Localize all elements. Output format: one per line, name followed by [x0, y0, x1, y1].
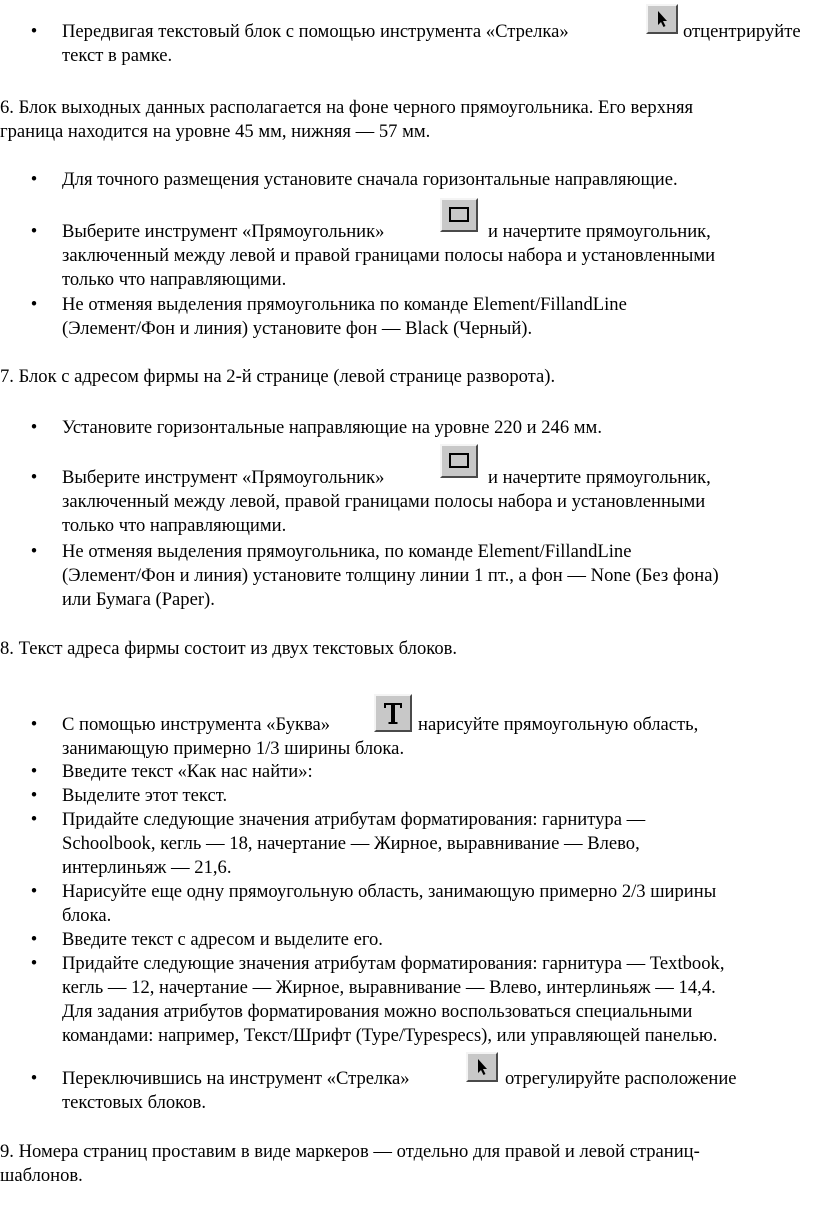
paragraph — [0, 96, 810, 144]
list-item-text-after-icon: нарисуйте прямоугольную область, — [418, 714, 699, 735]
list-item-text: С помощью инструмента «Буква» — [62, 714, 331, 735]
list-item-text-after-icon: и начертите прямоугольник, — [488, 221, 711, 242]
bullet-dot: • — [30, 929, 38, 950]
text-tool-icon — [374, 694, 412, 732]
list-item-text: Придайте следующие значения атрибутам форматирования: гарнитура — — [62, 809, 646, 830]
paragraph-line: 7. Блок с адресом фирмы на 2-й странице (левой странице разворота). — [0, 366, 556, 387]
bullet-dot: • — [30, 1068, 38, 1089]
list-item-text-after-icon: и начертите прямоугольник, — [488, 467, 711, 488]
arrow-icon — [466, 1052, 498, 1082]
list-item-text: кегль — 12, начертание — Жирное, выравнивание — Влево, интерлиньяж — 14,4. — [62, 977, 716, 998]
list-item-text: Установите горизонтальные направляющие на уровне 220 и 246 мм. — [62, 417, 602, 438]
list-item-text-after-icon: отцентрируйте — [683, 21, 801, 42]
list-item-text: Введите текст «Как нас найти»: — [62, 761, 313, 782]
rectangle-icon — [440, 198, 478, 232]
list-item-text: или Бумага (Paper). — [62, 589, 215, 610]
list-item-text: Переключившись на инструмент «Стрелка» — [62, 1068, 410, 1089]
bullet-dot: • — [30, 761, 38, 782]
paragraph-line: 8. Текст адреса фирмы состоит из двух текстовых блоков. — [0, 638, 458, 659]
list-item-text: Для точного размещения установите сначала горизонтальные направляющие. — [62, 169, 678, 190]
list-item-text: (Элемент/Фон и линия) установите толщину линии 1 пт., а фон — None (Без фона) — [62, 565, 719, 586]
list-item-text: заключенный между левой, правой границами полосы набора и установленными — [62, 491, 706, 512]
bullet-dot: • — [30, 221, 38, 242]
bullet-dot: • — [30, 21, 38, 42]
list-item-text: текст в рамке. — [62, 45, 173, 66]
bullet-dot: • — [30, 417, 38, 438]
bullet-dot: • — [30, 169, 38, 190]
bullet-dot: • — [30, 881, 38, 902]
list-item-text-after-icon: отрегулируйте расположение — [505, 1068, 737, 1089]
bullet-dot: • — [30, 809, 38, 830]
paragraph-line: 9. Номера страниц проставим в виде маркеров — отдельно для правой и левой страниц- — [0, 1141, 700, 1162]
list-item-text: Выберите инструмент «Прямоугольник» — [62, 221, 385, 242]
paragraph-line: шаблонов. — [0, 1165, 83, 1186]
list-item-text: Schoolbook, кегль — 18, начертание — Жирное, выравнивание — Влево, — [62, 833, 640, 854]
list-item-text: Введите текст с адресом и выделите его. — [62, 929, 383, 950]
paragraph — [0, 365, 810, 389]
list-item-text: Для задания атрибутов форматирования можно воспользоваться специальными — [62, 1001, 693, 1022]
bullet-dot: • — [30, 785, 38, 806]
list-item-text: Выделите этот текст. — [62, 785, 228, 806]
list-item-text: Выберите инструмент «Прямоугольник» — [62, 467, 385, 488]
list-item-text: Придайте следующие значения атрибутам форматирования: гарнитура — Textbook, — [62, 953, 725, 974]
bullet-dot: • — [30, 953, 38, 974]
list-item-text: Нарисуйте еще одну прямоугольную область, занимающую примерно 2/3 ширины — [62, 881, 717, 902]
list-item-text: только что направляющими. — [62, 269, 287, 290]
list-item-text: заключенный между левой и правой границами полосы набора и установленными — [62, 245, 716, 266]
paragraph-line: 6. Блок выходных данных располагается на фоне черного прямоугольника. Его верхняя — [0, 97, 694, 118]
bullet-dot: • — [30, 714, 38, 735]
list-item-text: только что направляющими. — [62, 515, 287, 536]
list-item-text: командами: например, Текст/Шрифт (Type/Typespecs), или управляющей панелью. — [62, 1025, 718, 1046]
bullet-dot: • — [30, 467, 38, 488]
paragraph — [0, 637, 810, 661]
bullet-dot: • — [30, 541, 38, 562]
list-item-text: (Элемент/Фон и линия) установите фон — Black (Черный). — [62, 318, 533, 339]
list-item-text: интерлиньяж — 21,6. — [62, 857, 232, 878]
list-item-text: Передвигая текстовый блок с помощью инструмента «Стрелка» — [62, 21, 569, 42]
bullet-dot: • — [30, 294, 38, 315]
list-item-text: текстовых блоков. — [62, 1092, 206, 1113]
paragraph — [0, 1140, 810, 1188]
list-item-text: блока. — [62, 905, 112, 926]
list-item-text: занимающую примерно 1/3 ширины блока. — [62, 738, 405, 759]
paragraph-line: граница находится на уровне 45 мм, нижняя — 57 мм. — [0, 121, 431, 142]
arrow-icon — [646, 4, 678, 34]
rectangle-icon — [440, 444, 478, 478]
list-item-text: Не отменяя выделения прямоугольника, по команде Element/FillandLine — [62, 541, 632, 562]
list-item-text: Не отменяя выделения прямоугольника по команде Element/FillandLine — [62, 294, 627, 315]
